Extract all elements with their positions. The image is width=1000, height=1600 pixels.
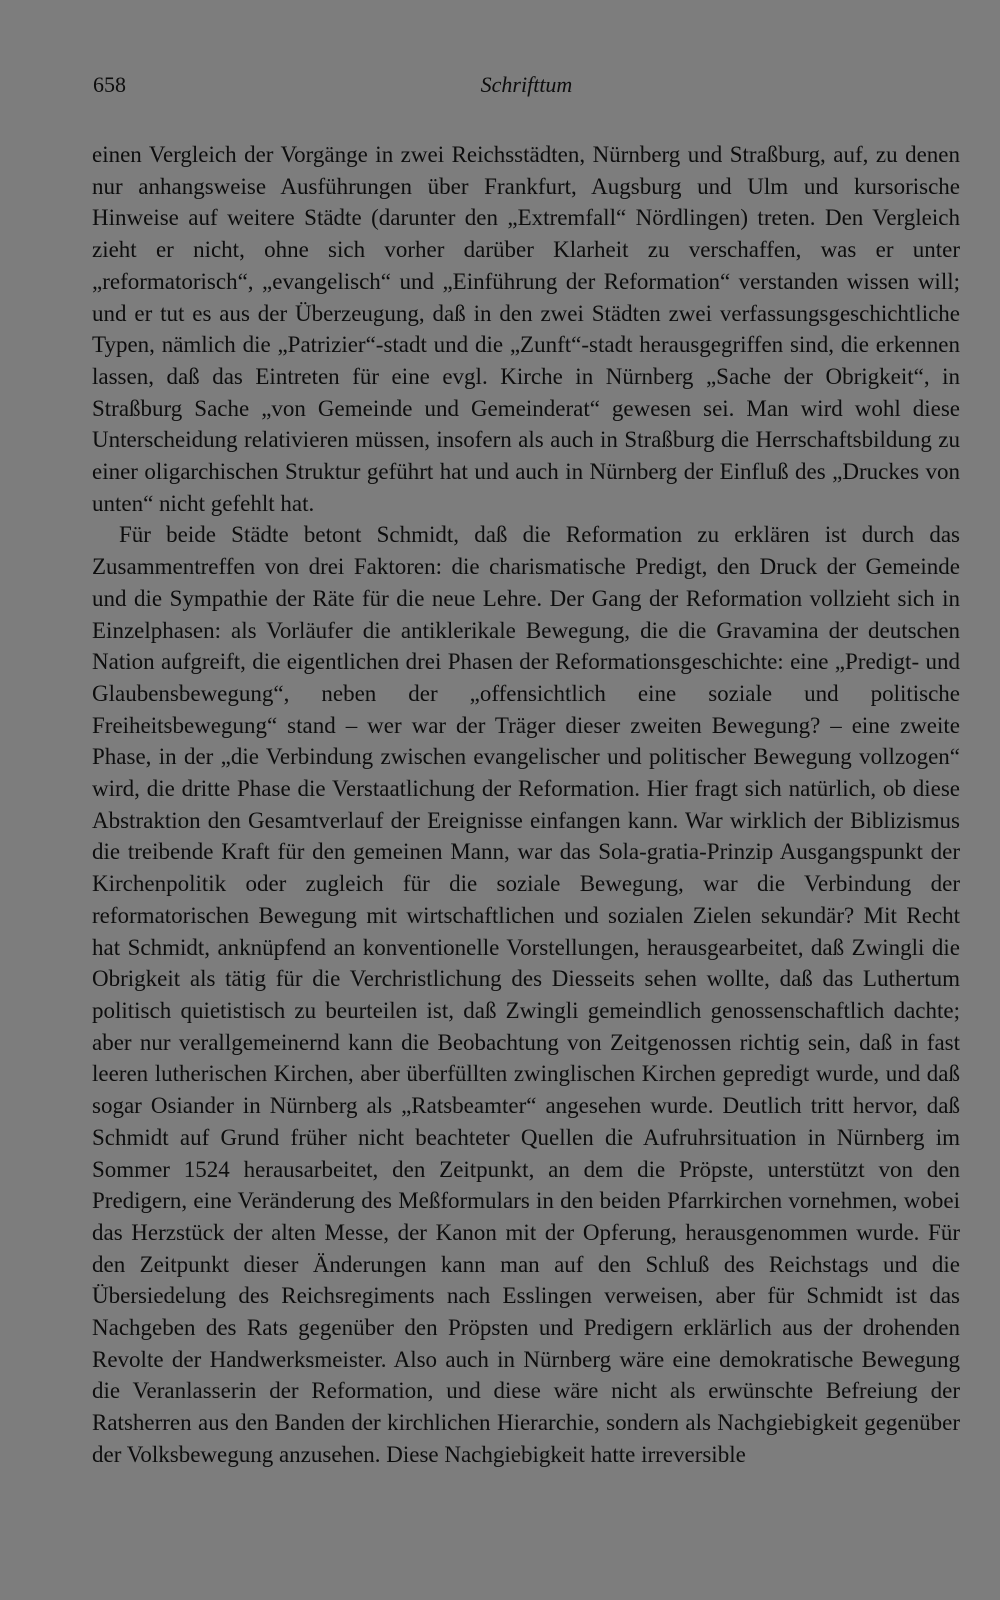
running-head: Schrifttum (480, 72, 573, 97)
paragraph-2: Für beide Städte betont Schmidt, daß die Reformation zu erklären ist durch das Zusammentreffen von drei Faktoren: die charismatische Predigt, den Druck der Gemeinde und die Sympathie der Räte für die neue Lehre. Der Gang der Reformation vollzieht sich in Einzelphasen: als Vorläufer die antiklerikale Bewegung, die die Gravamina der deutschen Nation aufgreift, die eigentlichen drei Phasen der Reformationsgeschichte: eine „Predigt- und Glaubensbewegung“, neben der „offensichtlich eine soziale und politische Freiheitsbewegung“ stand – wer war der Träger dieser zweiten Bewegung? – eine zweite Phase, in der „die Verbindung zwischen evangelischer und politischer Bewegung vollzogen“ wird, die dritte Phase die Verstaatlichung der Reformation. Hier fragt sich natürlich, ob diese Abstraktion den Gesamtverlauf der Ereignisse einfangen kann. War wirklich der Biblizismus die treibende Kraft für den gemeinen Mann, war das Sola-gratia-Prinzip Ausgangspunkt der Kirchenpolitik oder zugleich für die soziale Bewegung, war die Verbindung der reformatorischen Bewegung mit wirtschaftlichen und sozialen Zielen sekundär? Mit Recht hat Schmidt, anknüpfend an konventionelle Vorstellungen, herausgearbeitet, daß Zwingli die Obrigkeit als tätig für die Verchristlichung des Diesseits sehen wollte, daß das Luthertum politisch quietistisch zu beurteilen ist, daß Zwingli gemeindlich genossenschaftlich dachte; aber nur verallgemeinernd kann die Beobachtung von Zeitgenossen richtig sein, daß in fast leeren lutherischen Kirchen, aber überfüllten zwinglischen Kirchen gepredigt wurde, und daß sogar Osiander in Nürnberg als „Ratsbeamter“ angesehen wurde. Deutlich tritt hervor, daß Schmidt auf Grund früher nicht beachteter Quellen die Aufruhrsituation in Nürnberg im Sommer 1524 herausarbeitet, den Zeitpunkt, an dem die Pröpste, unterstützt von den Predigern, eine Veränderung des Meßformulars in den beiden Pfarrkirchen vornehmen, wobei das Herzstück der alten Messe, der Kanon mit der Opferung, herausgenommen wurde. Für den Zeitpunkt dieser Änderungen kann man auf den Schluß des Reichstags und die Übersiedelung des Reichsregiments nach Esslingen verweisen, aber für Schmidt ist das Nachgeben des Rats gegenüber den Pröpsten und Predigern erklärlich aus der drohenden Revolte der Handwerksmeister. Also auch in Nürnberg wäre eine demokratische Bewegung die Veranlasserin der Reformation, und diese wäre nicht als erwünschte Befreiung der Ratsherren aus den Banden der kirchlichen Hierarchie, sondern als Nachgiebigkeit gegenüber der Volksbewegung anzusehen. Diese Nachgiebigkeit hatte irreversible (92, 522, 960, 1467)
page-header (93, 72, 960, 104)
body-text (92, 139, 960, 1471)
paragraph-1: einen Vergleich der Vorgänge in zwei Reichsstädten, Nürnberg und Straßburg, auf, zu denen nur anhangsweise Ausführungen über Frankfurt, Augsburg und Ulm und kursorische Hinweise auf weitere Städte (darunter den „Extremfall“ Nördlingen) treten. Den Vergleich zieht er nicht, ohne sich vorher darüber Klarheit zu verschaffen, was er unter „reformatorisch“, „evangelisch“ und „Einführung der Reformation“ verstanden wissen will; und er tut es aus der Überzeugung, daß in den zwei Städten zwei verfassungsgeschichtliche Typen, nämlich die „Patrizier“-stadt und die „Zunft“-stadt herausgegriffen sind, die erkennen lassen, daß das Eintreten für eine evgl. Kirche in Nürnberg „Sache der Obrigkeit“, in Straßburg Sache „von Gemeinde und Gemeinderat“ gewesen sei. Man wird wohl diese Unterscheidung relativieren müssen, insofern als auch in Straßburg die Herrschaftsbildung zu einer oligarchischen Struktur geführt hat und auch in Nürnberg der Einfluß des „Druckes von unten“ nicht gefehlt hat. (92, 142, 960, 516)
page-number: 658 (93, 72, 126, 97)
